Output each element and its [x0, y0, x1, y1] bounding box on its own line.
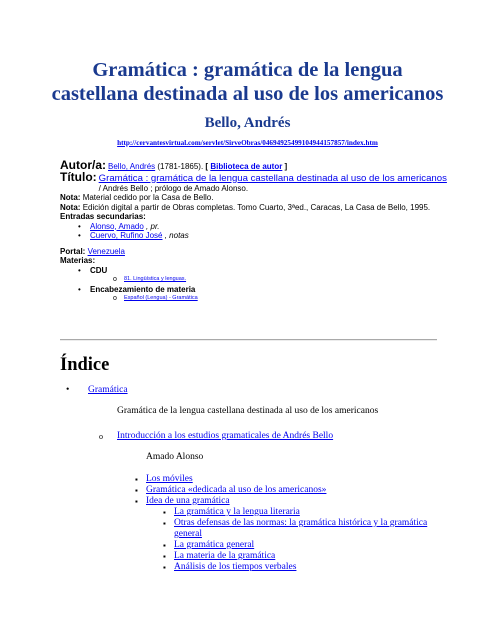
- toc-link[interactable]: La materia de la gramática: [174, 551, 276, 561]
- portal-label: Portal:: [60, 246, 86, 256]
- entrada-link[interactable]: Cuervo, Rufino José: [90, 231, 163, 240]
- titulo-link[interactable]: Gramática : gramática de la lengua castellana destinada al uso de los americanos: [98, 172, 447, 184]
- materias-list: [60, 266, 450, 304]
- nota-text: Edición digital a partir de Obras completas. Tomo Cuarto, 3ªed., Caracas, La Casa de Bello, 1995.: [82, 202, 431, 212]
- toc-item: [174, 518, 434, 540]
- toc-link[interactable]: La gramática general: [174, 540, 255, 550]
- toc-link-gramatica[interactable]: Gramática: [88, 385, 128, 395]
- list-item: [124, 294, 450, 304]
- cdu-label: CDU: [90, 265, 108, 275]
- cdu-link[interactable]: 81. Lingüística y lenguas.: [124, 276, 187, 282]
- toc-intro-author: Amado Alonso: [146, 452, 204, 462]
- toc-item: [174, 551, 275, 562]
- list-item: [124, 275, 450, 285]
- bibliographic-record: Autor/a: Bello, Andrés (1781-1865). [ Biblioteca de autor ] Título: Gramática : gramática de la lengua castellana destinada al uso de los americanos / Andrés Bello ; prólogo de Amado Alonso. Nota: Material cedido por la Casa de Bello. Nota: Edición digital a partir de Obras completas. Tomo Cuarto, 3ªed., Caracas, La Casa de Bello, 1995. Entradas secundarias: • Alonso, Amado , pr. • Cuervo, Rufino José , notas Portal: Venezuela Materias: • CDU o 81. Lingüística y lenguas. • Encabezamiento de materia o Español (Lengua) - Gramática: [60, 161, 450, 304]
- toc-link[interactable]: Idea de una gramática: [146, 496, 230, 506]
- encabezamiento-label: Encabezamiento de materia: [90, 284, 196, 294]
- nota-text: Material cedido por la Casa de Bello.: [82, 193, 214, 202]
- source-url-link[interactable]: http://cervantesvirtual.com/servlet/SirveObras/04694925499104944157857/index.htm: [117, 139, 378, 147]
- toc-item: [146, 485, 326, 496]
- list-item: [90, 285, 450, 304]
- toc-item: [117, 431, 333, 442]
- portal-link[interactable]: Venezuela: [87, 246, 125, 256]
- index-heading: Índice: [60, 355, 110, 375]
- toc-link[interactable]: La gramática y la lengua literaria: [174, 507, 300, 517]
- entradas-list: [60, 222, 450, 241]
- divider: [60, 339, 437, 341]
- autor-link[interactable]: Bello, Andrés: [108, 162, 156, 171]
- autor-label: Autor/a:: [60, 158, 106, 172]
- encabezamiento-link[interactable]: Español (Lengua) - Gramática: [124, 295, 198, 301]
- toc-link[interactable]: Otras defensas de las normas: la gramática histórica y la gramática general: [174, 518, 428, 539]
- toc-item: [174, 562, 296, 573]
- nota-label: Nota:: [60, 193, 81, 202]
- toc-item: [88, 385, 128, 396]
- toc-link[interactable]: Análisis de los tiempos verbales: [174, 562, 297, 572]
- author-heading: Bello, Andrés: [204, 115, 291, 131]
- autor-dates: (1781-1865).: [157, 162, 204, 171]
- toc-item: [174, 507, 300, 518]
- titulo-responsibility: / Andrés Bello ; prólogo de Amado Alonso.: [98, 183, 249, 193]
- page-title: Gramática : gramática de la lengua castellana destinada al uso de los americanos: [51, 59, 444, 105]
- list-item: • Cuervo, Rufino José , notas: [90, 231, 450, 241]
- toc-item: [146, 496, 230, 507]
- entradas-label: Entradas secundarias:: [60, 212, 146, 221]
- nota-label: Nota:: [60, 202, 81, 212]
- toc-item: [146, 474, 193, 485]
- entrada-link[interactable]: Alonso, Amado: [90, 221, 144, 231]
- biblioteca-autor-link[interactable]: Biblioteca de autor: [210, 162, 283, 171]
- toc-link[interactable]: Los móviles: [146, 474, 193, 484]
- materias-label: Materias:: [60, 256, 96, 265]
- toc-link[interactable]: Gramática «dedicada al uso de los americanos»: [146, 485, 327, 495]
- toc-description: Gramática de la lengua castellana destinada al uso de los americanos: [117, 406, 379, 416]
- list-item: • Alonso, Amado , pr.: [90, 222, 450, 232]
- toc-item: [174, 540, 254, 551]
- list-item: [90, 266, 450, 285]
- toc-link-introduccion[interactable]: Introducción a los estudios gramaticales de Andrés Bello: [117, 431, 334, 441]
- titulo-label: Título:: [60, 169, 97, 184]
